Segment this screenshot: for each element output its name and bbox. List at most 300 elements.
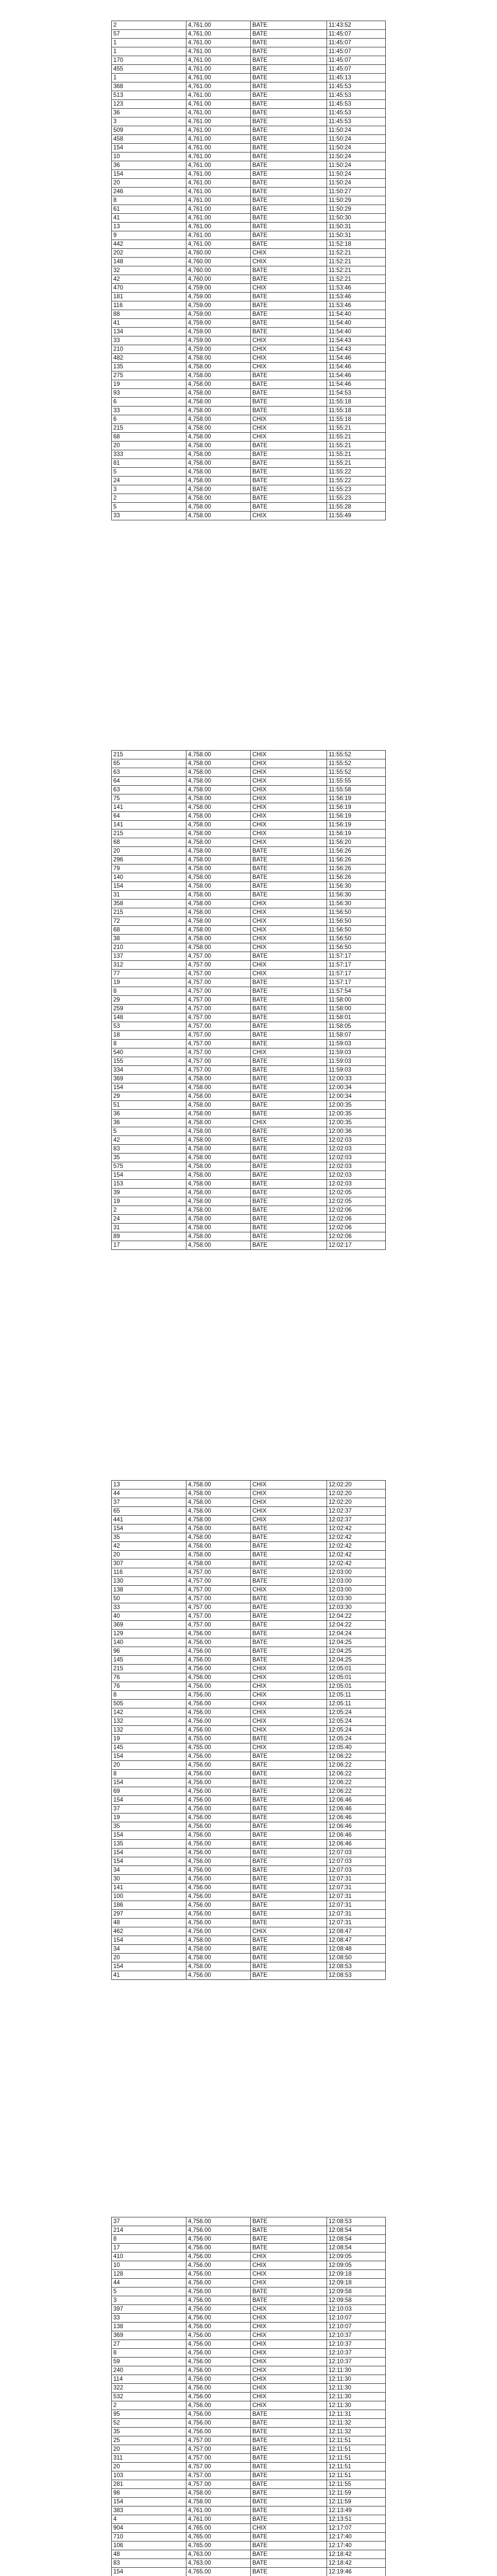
price-cell: 4,758.00 (186, 1489, 251, 1498)
volume-cell: 6 (112, 415, 186, 424)
volume-cell: 141 (112, 821, 186, 829)
venue-cell: CHIX (251, 354, 327, 363)
table-row (112, 2463, 386, 2471)
time-cell: 12:11:30 (327, 2393, 386, 2401)
volume-cell: 333 (112, 450, 186, 459)
venue-cell: BATE (251, 100, 327, 109)
price-cell: 4,756.00 (186, 1770, 251, 1778)
venue-cell: BATE (251, 231, 327, 240)
volume-cell: 2 (112, 21, 186, 30)
table-row (112, 2279, 386, 2287)
trade-table-body (112, 21, 386, 520)
venue-cell: BATE (251, 1796, 327, 1805)
volume-cell: 186 (112, 1901, 186, 1910)
volume-cell: 215 (112, 1665, 186, 1673)
table-row (112, 2428, 386, 2436)
price-cell: 4,757.00 (186, 1022, 251, 1031)
table-row (112, 1145, 386, 1154)
time-cell: 12:10:37 (327, 2331, 386, 2340)
time-cell: 11:56:30 (327, 900, 386, 908)
volume-cell: 296 (112, 856, 186, 865)
price-cell: 4,761.00 (186, 82, 251, 91)
time-cell: 12:11:51 (327, 2445, 386, 2454)
price-cell: 4,758.00 (186, 943, 251, 952)
venue-cell: BATE (251, 987, 327, 996)
price-cell: 4,756.00 (186, 2366, 251, 2375)
venue-cell: BATE (251, 1136, 327, 1145)
time-cell: 12:07:03 (327, 1849, 386, 1857)
volume-cell: 154 (112, 882, 186, 891)
table-row (112, 214, 386, 223)
volume-cell: 170 (112, 56, 186, 65)
venue-cell: BATE (251, 1040, 327, 1048)
price-cell: 4,758.00 (186, 1101, 251, 1110)
price-cell: 4,758.00 (186, 812, 251, 821)
time-cell: 12:02:06 (327, 1206, 386, 1215)
venue-cell: BATE (251, 1110, 327, 1118)
time-cell: 12:13:49 (327, 2506, 386, 2515)
volume-cell: 44 (112, 2279, 186, 2287)
venue-cell: BATE (251, 2463, 327, 2471)
price-cell: 4,761.00 (186, 91, 251, 100)
table-row (112, 1568, 386, 1577)
time-cell: 12:08:47 (327, 1936, 386, 1945)
volume-cell: 57 (112, 30, 186, 39)
table-row (112, 328, 386, 336)
time-cell: 11:56:19 (327, 821, 386, 829)
table-row (112, 900, 386, 908)
venue-cell: BATE (251, 39, 327, 47)
table-row (112, 908, 386, 917)
trade-table-page-4 (111, 2217, 386, 2576)
time-cell: 12:18:42 (327, 2550, 386, 2559)
volume-cell: 42 (112, 1136, 186, 1145)
table-row (112, 2559, 386, 2568)
time-cell: 11:56:30 (327, 882, 386, 891)
table-row (112, 1066, 386, 1075)
venue-cell: CHIX (251, 2305, 327, 2314)
time-cell: 11:55:22 (327, 477, 386, 485)
time-cell: 12:10:37 (327, 2349, 386, 2358)
time-cell: 11:59:03 (327, 1066, 386, 1075)
price-cell: 4,761.00 (186, 74, 251, 82)
time-cell: 12:08:53 (327, 2217, 386, 2226)
volume-cell: 34 (112, 1945, 186, 1954)
table-row (112, 1743, 386, 1752)
volume-cell: 65 (112, 1507, 186, 1516)
volume-cell: 369 (112, 1621, 186, 1630)
volume-cell: 297 (112, 1910, 186, 1919)
venue-cell: BATE (251, 1005, 327, 1013)
venue-cell: CHIX (251, 336, 327, 345)
time-cell: 11:57:17 (327, 961, 386, 970)
table-row (112, 987, 386, 996)
venue-cell: CHIX (251, 751, 327, 759)
table-row (112, 1735, 386, 1743)
venue-cell: BATE (251, 2489, 327, 2498)
table-row (112, 406, 386, 415)
venue-cell: BATE (251, 1031, 327, 1040)
time-cell: 11:56:50 (327, 908, 386, 917)
price-cell: 4,757.00 (186, 2445, 251, 2454)
time-cell: 11:57:17 (327, 952, 386, 961)
time-cell: 11:55:58 (327, 786, 386, 794)
venue-cell: BATE (251, 1778, 327, 1787)
time-cell: 11:53:46 (327, 293, 386, 301)
table-row (112, 768, 386, 777)
table-row (112, 856, 386, 865)
volume-cell: 20 (112, 2463, 186, 2471)
price-cell: 4,758.00 (186, 1241, 251, 1250)
volume-cell: 20 (112, 2445, 186, 2454)
venue-cell: BATE (251, 1083, 327, 1092)
time-cell: 12:08:53 (327, 1962, 386, 1971)
time-cell: 12:17:40 (327, 2533, 386, 2541)
time-cell: 12:08:48 (327, 1945, 386, 1954)
table-row (112, 2358, 386, 2366)
venue-cell: BATE (251, 135, 327, 144)
time-cell: 12:00:35 (327, 1101, 386, 1110)
time-cell: 12:05:01 (327, 1665, 386, 1673)
volume-cell: 83 (112, 1145, 186, 1154)
table-row (112, 751, 386, 759)
venue-cell: CHIX (251, 415, 327, 424)
venue-cell: BATE (251, 144, 327, 152)
time-cell: 12:03:00 (327, 1586, 386, 1595)
table-row (112, 1075, 386, 1083)
table-row (112, 1083, 386, 1092)
time-cell: 11:45:13 (327, 74, 386, 82)
time-cell: 11:56:26 (327, 856, 386, 865)
venue-cell: BATE (251, 82, 327, 91)
venue-cell: CHIX (251, 2252, 327, 2261)
table-row (112, 2471, 386, 2480)
price-cell: 4,756.00 (186, 1761, 251, 1770)
venue-cell: BATE (251, 179, 327, 188)
price-cell: 4,761.00 (186, 223, 251, 231)
table-row (112, 794, 386, 803)
volume-cell: 154 (112, 2568, 186, 2576)
table-row (112, 2244, 386, 2252)
price-cell: 4,761.00 (186, 240, 251, 249)
table-row (112, 56, 386, 65)
venue-cell: CHIX (251, 970, 327, 978)
venue-cell: BATE (251, 2550, 327, 2559)
table-row (112, 1206, 386, 1215)
venue-cell: BATE (251, 1849, 327, 1857)
price-cell: 4,758.00 (186, 1154, 251, 1162)
table-row (112, 2314, 386, 2323)
time-cell: 12:05:24 (327, 1735, 386, 1743)
venue-cell: CHIX (251, 2279, 327, 2287)
time-cell: 11:54:43 (327, 345, 386, 354)
volume-cell: 154 (112, 1524, 186, 1533)
table-row (112, 1700, 386, 1708)
table-row (112, 345, 386, 354)
price-cell: 4,757.00 (186, 987, 251, 996)
table-row (112, 1962, 386, 1971)
volume-cell: 710 (112, 2533, 186, 2541)
table-row (112, 1708, 386, 1717)
time-cell: 12:09:18 (327, 2270, 386, 2279)
venue-cell: BATE (251, 196, 327, 205)
table-row (112, 1805, 386, 1814)
time-cell: 12:08:47 (327, 1927, 386, 1936)
volume-cell: 24 (112, 1215, 186, 1224)
venue-cell: BATE (251, 1241, 327, 1250)
time-cell: 12:05:24 (327, 1717, 386, 1726)
table-row (112, 415, 386, 424)
venue-cell: BATE (251, 1092, 327, 1101)
table-row (112, 117, 386, 126)
time-cell: 11:45:07 (327, 39, 386, 47)
time-cell: 12:02:05 (327, 1189, 386, 1197)
time-cell: 12:11:51 (327, 2463, 386, 2471)
venue-cell: BATE (251, 891, 327, 900)
volume-cell: 482 (112, 354, 186, 363)
table-row (112, 503, 386, 512)
table-row (112, 196, 386, 205)
time-cell: 11:55:18 (327, 406, 386, 415)
venue-cell: BATE (251, 2445, 327, 2454)
table-row (112, 1831, 386, 1840)
venue-cell: CHIX (251, 1118, 327, 1127)
time-cell: 11:52:21 (327, 266, 386, 275)
time-cell: 12:07:03 (327, 1866, 386, 1875)
price-cell: 4,757.00 (186, 1621, 251, 1630)
table-row (112, 1630, 386, 1638)
table-row (112, 30, 386, 39)
venue-cell: CHIX (251, 926, 327, 935)
volume-cell: 145 (112, 1743, 186, 1752)
time-cell: 11:45:07 (327, 47, 386, 56)
price-cell: 4,756.00 (186, 2410, 251, 2419)
price-cell: 4,765.00 (186, 2533, 251, 2541)
table-row (112, 1524, 386, 1533)
venue-cell: BATE (251, 1962, 327, 1971)
price-cell: 4,755.00 (186, 1743, 251, 1752)
venue-cell: CHIX (251, 768, 327, 777)
time-cell: 11:50:24 (327, 161, 386, 170)
price-cell: 4,761.00 (186, 126, 251, 135)
venue-cell: BATE (251, 1127, 327, 1136)
time-cell: 12:11:51 (327, 2454, 386, 2463)
table-row (112, 1814, 386, 1822)
table-row (112, 1875, 386, 1884)
price-cell: 4,761.00 (186, 179, 251, 188)
price-cell: 4,757.00 (186, 1005, 251, 1013)
table-row (112, 2261, 386, 2270)
price-cell: 4,756.00 (186, 2314, 251, 2323)
venue-cell: BATE (251, 503, 327, 512)
volume-cell: 32 (112, 266, 186, 275)
time-cell: 11:50:24 (327, 126, 386, 135)
table-row (112, 301, 386, 310)
table-row (112, 1481, 386, 1489)
time-cell: 11:57:17 (327, 978, 386, 987)
venue-cell: CHIX (251, 2393, 327, 2401)
price-cell: 4,758.00 (186, 459, 251, 468)
venue-cell: BATE (251, 847, 327, 856)
price-cell: 4,758.00 (186, 1232, 251, 1241)
venue-cell: CHIX (251, 1717, 327, 1726)
price-cell: 4,759.00 (186, 284, 251, 293)
time-cell: 11:45:53 (327, 100, 386, 109)
venue-cell: BATE (251, 2471, 327, 2480)
price-cell: 4,758.00 (186, 1180, 251, 1189)
venue-cell: BATE (251, 996, 327, 1005)
price-cell: 4,758.00 (186, 768, 251, 777)
table-row (112, 829, 386, 838)
venue-cell: CHIX (251, 1708, 327, 1717)
time-cell: 12:11:32 (327, 2428, 386, 2436)
price-cell: 4,761.00 (186, 21, 251, 30)
volume-cell: 154 (112, 1831, 186, 1840)
price-cell: 4,758.00 (186, 363, 251, 371)
table-row (112, 1586, 386, 1595)
venue-cell: BATE (251, 21, 327, 30)
table-row (112, 1621, 386, 1630)
venue-cell: CHIX (251, 1665, 327, 1673)
venue-cell: BATE (251, 1638, 327, 1647)
volume-cell: 68 (112, 926, 186, 935)
table-row (112, 1787, 386, 1796)
time-cell: 11:58:00 (327, 996, 386, 1005)
table-row (112, 2226, 386, 2235)
price-cell: 4,758.00 (186, 424, 251, 433)
price-cell: 4,759.00 (186, 328, 251, 336)
volume-cell: 441 (112, 1516, 186, 1524)
table-row (112, 847, 386, 856)
time-cell: 12:02:05 (327, 1197, 386, 1206)
volume-cell: 134 (112, 328, 186, 336)
price-cell: 4,760.00 (186, 258, 251, 266)
price-cell: 4,758.00 (186, 450, 251, 459)
venue-cell: BATE (251, 1919, 327, 1927)
venue-cell: CHIX (251, 2261, 327, 2270)
table-row (112, 2287, 386, 2296)
price-cell: 4,763.00 (186, 2550, 251, 2559)
time-cell: 12:06:22 (327, 1761, 386, 1770)
price-cell: 4,758.00 (186, 1945, 251, 1954)
time-cell: 11:57:17 (327, 970, 386, 978)
trade-table-page-2 (111, 750, 386, 1250)
price-cell: 4,757.00 (186, 1013, 251, 1022)
price-cell: 4,758.00 (186, 477, 251, 485)
time-cell: 12:00:34 (327, 1092, 386, 1101)
price-cell: 4,758.00 (186, 751, 251, 759)
table-row (112, 485, 386, 494)
price-cell: 4,757.00 (186, 2436, 251, 2445)
price-cell: 4,757.00 (186, 1595, 251, 1603)
venue-cell: BATE (251, 170, 327, 179)
venue-cell: BATE (251, 2454, 327, 2463)
volume-cell: 142 (112, 1708, 186, 1717)
volume-cell: 10 (112, 2261, 186, 2270)
table-row (112, 2349, 386, 2358)
volume-cell: 215 (112, 908, 186, 917)
volume-cell: 4 (112, 2515, 186, 2524)
price-cell: 4,756.00 (186, 2428, 251, 2436)
time-cell: 12:03:30 (327, 1595, 386, 1603)
price-cell: 4,756.00 (186, 2401, 251, 2410)
time-cell: 12:04:22 (327, 1612, 386, 1621)
venue-cell: BATE (251, 406, 327, 415)
table-row (112, 2305, 386, 2314)
table-row (112, 1595, 386, 1603)
volume-cell: 31 (112, 1224, 186, 1232)
price-cell: 4,759.00 (186, 319, 251, 328)
table-row (112, 1171, 386, 1180)
volume-cell: 95 (112, 2410, 186, 2419)
time-cell: 12:11:30 (327, 2375, 386, 2384)
volume-cell: 1 (112, 39, 186, 47)
time-cell: 12:02:42 (327, 1560, 386, 1568)
time-cell: 11:55:22 (327, 468, 386, 477)
volume-cell: 8 (112, 196, 186, 205)
venue-cell: CHIX (251, 284, 327, 293)
venue-cell: CHIX (251, 786, 327, 794)
volume-cell: 44 (112, 1489, 186, 1498)
volume-cell: 155 (112, 1057, 186, 1066)
table-row (112, 126, 386, 135)
venue-cell: BATE (251, 2287, 327, 2296)
venue-cell: CHIX (251, 345, 327, 354)
table-row (112, 2393, 386, 2401)
price-cell: 4,758.00 (186, 2489, 251, 2498)
volume-cell: 322 (112, 2384, 186, 2393)
time-cell: 12:06:46 (327, 1831, 386, 1840)
venue-cell: BATE (251, 1831, 327, 1840)
price-cell: 4,755.00 (186, 1735, 251, 1743)
volume-cell: 129 (112, 1630, 186, 1638)
time-cell: 11:43:52 (327, 21, 386, 30)
table-row (112, 2550, 386, 2559)
time-cell: 11:55:23 (327, 485, 386, 494)
venue-cell: BATE (251, 856, 327, 865)
venue-cell: CHIX (251, 424, 327, 433)
table-row (112, 2323, 386, 2331)
table-row (112, 2480, 386, 2489)
table-row (112, 1136, 386, 1145)
venue-cell: BATE (251, 1892, 327, 1901)
price-cell: 4,761.00 (186, 170, 251, 179)
time-cell: 12:02:42 (327, 1551, 386, 1560)
volume-cell: 19 (112, 1735, 186, 1743)
volume-cell: 39 (112, 1189, 186, 1197)
table-row (112, 2235, 386, 2244)
volume-cell: 20 (112, 179, 186, 188)
venue-cell: CHIX (251, 1489, 327, 1498)
volume-cell: 368 (112, 82, 186, 91)
volume-cell: 27 (112, 2340, 186, 2349)
table-row (112, 2515, 386, 2524)
venue-cell: BATE (251, 882, 327, 891)
time-cell: 12:06:22 (327, 1770, 386, 1778)
volume-cell: 1 (112, 74, 186, 82)
table-row (112, 152, 386, 161)
table-row (112, 144, 386, 152)
volume-cell: 100 (112, 1892, 186, 1901)
table-row (112, 1577, 386, 1586)
venue-cell: BATE (251, 1162, 327, 1171)
venue-cell: BATE (251, 1057, 327, 1066)
table-row (112, 2445, 386, 2454)
time-cell: 12:17:40 (327, 2541, 386, 2550)
venue-cell: BATE (251, 1154, 327, 1162)
price-cell: 4,758.00 (186, 1127, 251, 1136)
table-row (112, 1691, 386, 1700)
